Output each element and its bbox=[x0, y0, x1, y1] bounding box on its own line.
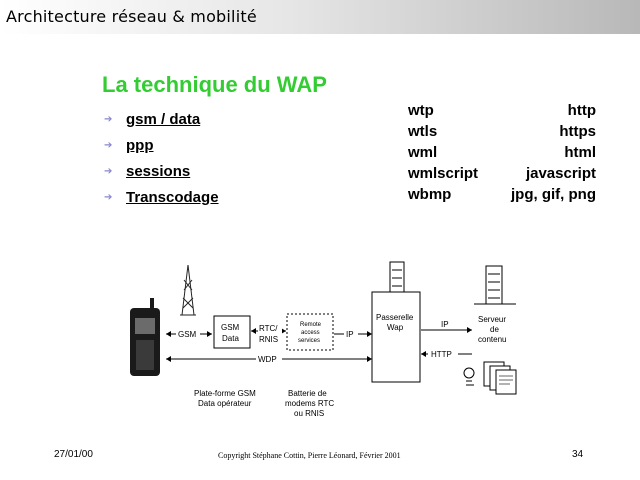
ip-link-server bbox=[421, 320, 472, 333]
web-protocol: http bbox=[567, 102, 596, 119]
platform-caption: Data opérateur bbox=[198, 399, 252, 408]
bullet-label: Transcodage bbox=[126, 188, 219, 206]
page-number: 34 bbox=[572, 449, 584, 460]
documents-icon bbox=[464, 362, 516, 394]
remote-access-label: access bbox=[301, 330, 320, 336]
bullet-label: ppp bbox=[126, 136, 154, 154]
footer-copyright: Copyright Stéphane Cottin, Pierre Léonard, Février 2001 bbox=[218, 451, 401, 460]
wap-protocol: wbmp bbox=[408, 186, 452, 203]
ip-label: IP bbox=[346, 330, 354, 339]
course-title: Architecture réseau & mobilité bbox=[6, 7, 257, 26]
antenna-tower-icon bbox=[180, 265, 196, 315]
modem-caption: Batterie de bbox=[288, 389, 327, 398]
platform-caption: Plate-forme GSM bbox=[194, 389, 256, 398]
http-link bbox=[421, 348, 472, 359]
gateway-label: Wap bbox=[387, 323, 404, 332]
web-protocol: jpg, gif, png bbox=[511, 186, 596, 203]
wdp-link bbox=[166, 354, 372, 364]
arrow-bullet-icon: ➔ bbox=[104, 113, 113, 125]
gsm-link bbox=[166, 329, 212, 339]
arrow-bullet-icon: ➔ bbox=[104, 191, 113, 203]
server-label: contenu bbox=[478, 335, 507, 344]
web-protocol: https bbox=[559, 123, 596, 140]
gsm-data-box bbox=[214, 316, 250, 348]
web-protocol: html bbox=[564, 144, 596, 161]
arrow-bullet-icon: ➔ bbox=[104, 165, 113, 177]
wdp-label: WDP bbox=[258, 355, 277, 364]
modem-caption: ou RNIS bbox=[294, 409, 325, 418]
wap-protocol: wmlscript bbox=[408, 165, 479, 182]
remote-access-label: Remote bbox=[300, 322, 322, 328]
ip-label: IP bbox=[441, 320, 449, 329]
content-server-icon bbox=[474, 266, 516, 304]
server-label: Serveur bbox=[478, 315, 507, 324]
gsm-data-label: Data bbox=[222, 334, 239, 343]
footer-date: 27/01/00 bbox=[54, 449, 93, 460]
rnis-label: RNIS bbox=[259, 335, 279, 344]
gsm-data-label: GSM bbox=[221, 323, 240, 332]
wap-gateway-box bbox=[372, 292, 420, 382]
gsm-link-label: GSM bbox=[178, 330, 197, 339]
rtc-link bbox=[251, 322, 286, 346]
remote-access-box bbox=[287, 314, 333, 350]
gateway-label: Passerelle bbox=[376, 313, 414, 322]
modem-caption: modems RTC bbox=[285, 399, 335, 408]
http-label: HTTP bbox=[431, 350, 452, 359]
bullet-label: gsm / data bbox=[126, 110, 201, 128]
bullet-label: sessions bbox=[126, 162, 191, 180]
slide-title: La technique du WAP bbox=[102, 72, 327, 97]
remote-access-label: services bbox=[298, 338, 321, 344]
web-protocol: javascript bbox=[525, 165, 596, 182]
wap-protocol: wml bbox=[408, 144, 438, 161]
arrow-bullet-icon: ➔ bbox=[104, 139, 113, 151]
rtc-label: RTC/ bbox=[259, 324, 278, 333]
server-label: de bbox=[490, 325, 499, 334]
wap-protocol: wtls bbox=[408, 123, 438, 140]
mobile-phone-icon bbox=[130, 298, 160, 376]
ip-link bbox=[334, 329, 372, 339]
wap-protocol: wtp bbox=[408, 102, 434, 119]
